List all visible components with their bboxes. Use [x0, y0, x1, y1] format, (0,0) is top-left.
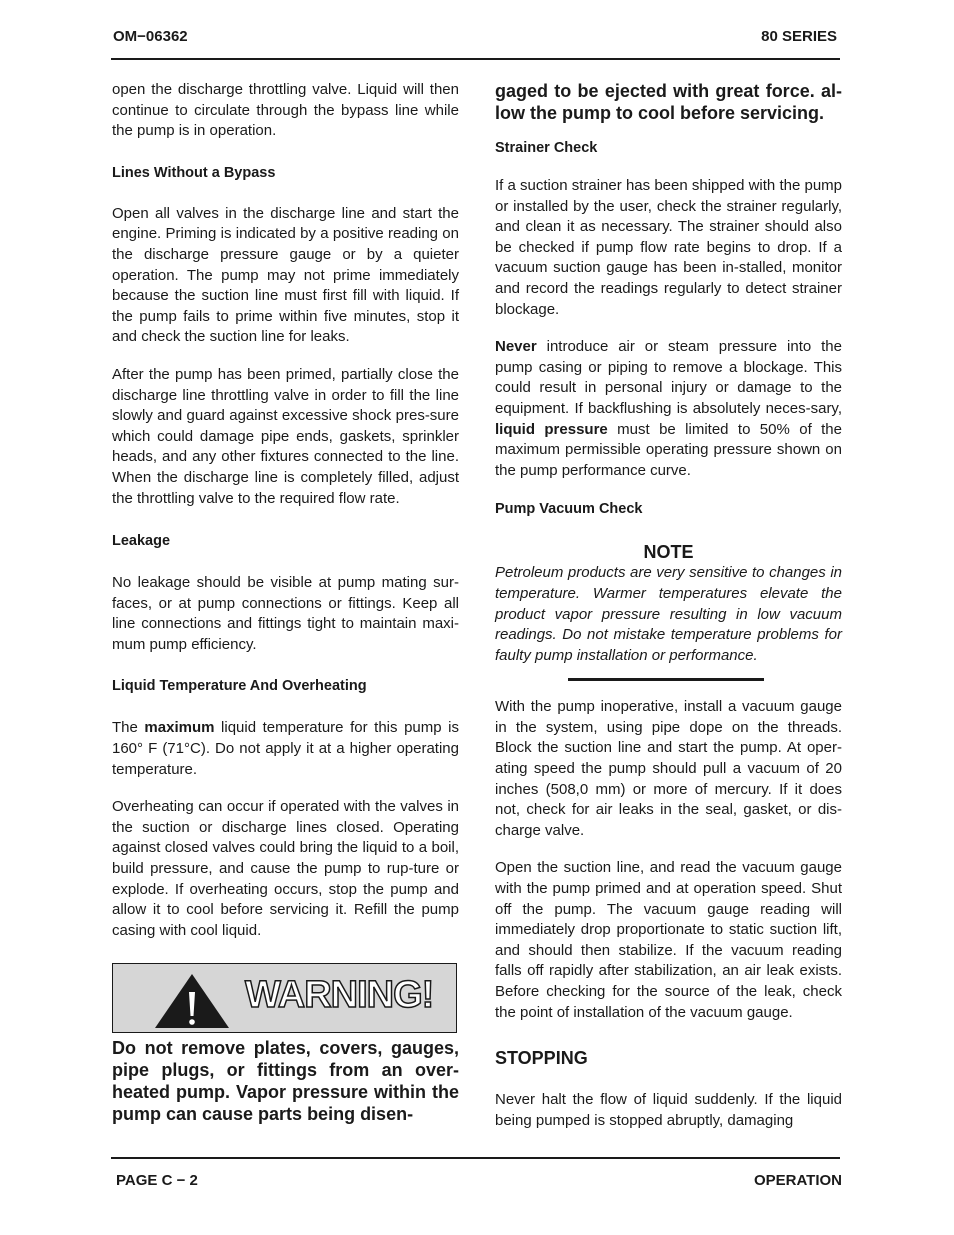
header-rule [111, 58, 840, 60]
paragraph: Overheating can occur if operated with the valves in the suction or discharge lines closed. Operating against closed valves could bring the liquid to a boil, build pressure, and cause the pump to rup-ture or explode. If overheating occurs, stop the pump and allow it to cool before servicing it. Refill the pump casing with cool liquid. [112, 798, 459, 939]
section-heading-liquid-temperature: Liquid Temperature And Overheating [112, 678, 367, 695]
note-title: NOTE [643, 542, 694, 563]
paragraph: Never halt the flow of liquid suddenly. If the liquid being pumped is stopped abruptly, damaging [495, 1091, 842, 1129]
document-id: OM−06362 [113, 28, 188, 45]
left-column [112, 80, 459, 1125]
section-heading-leakage: Leakage [112, 533, 171, 550]
warning-triangle-icon [153, 972, 231, 1030]
section-heading-strainer-check: Strainer Check [495, 140, 598, 156]
paragraph: Never introduce air or steam pressure into the pump casing or piping to remove a blockage. This could result in personal injury or damage to the equipment. If backflushing is absolutely neces-sary, liquid pressure must be limited to 50% of the maximum permissible operating pressure shown on the pump performance curve. [495, 338, 842, 479]
section-heading-stopping: STOPPING [495, 1048, 588, 1069]
paragraph: If a suction strainer has been shipped with the pump or installed by the user, check the strainer regularly, and clean it as necessary. The strainer should also be checked if pump flow rate begins to drop. If a vacuum suction gauge has been in-stalled, monitor and record the readings regularly to detect strainer blockage. [495, 177, 842, 318]
warning-text-continued: gaged to be ejected with great force. al-low the pump to cool before servicing. [495, 81, 842, 123]
paragraph: With the pump inoperative, install a vacuum gauge in the system, using pipe dope on the threads. Block the suction line and start the pump. At oper-ating speed the pump should pull a vacuum of 20 inches (508,0 mm) or more of mercury. If it does not, check for air leaks in the seal, gasket, or dis-charge valve. [495, 698, 842, 839]
paragraph: Open all valves in the discharge line and start the engine. Priming is indicated by a positive reading on the discharge pressure gauge or by a quieter operation. The pump may not prime immediately because the suction line must first fill with liquid. If the pump fails to prime within five minutes, stop it and check the suction line for leaks. [112, 204, 459, 346]
paragraph: The maximum liquid temperature for this pump is 160° F (71°C). Do not apply it at a higher operating temperature. [112, 719, 459, 778]
warning-title: WARNING! [245, 974, 434, 1017]
page-number: PAGE C − 2 [116, 1172, 198, 1189]
section-label: OPERATION [753, 1172, 842, 1189]
paragraph: open the discharge throttling valve. Liquid will then continue to circulate through the bypass line while the pump is in operation. [112, 81, 459, 140]
right-column [495, 80, 842, 1131]
paragraph: No leakage should be visible at pump mating sur-faces, or at pump connections or fittings. Keep all line connections and fittings tight to maintain maxi-mum pump efficiency. [112, 574, 459, 653]
warning-text: Do not remove plates, covers, gauges, pipe plugs, or fittings from an over-heated pump. Vapor pressure within the pump can cause parts being disen- [112, 1038, 459, 1125]
warning-banner [112, 963, 457, 1033]
note-text: Petroleum products are very sensitive to changes in temperature. Warmer temperatures elevate the product vapor pressure resulting in low vacuum readings. Do not mistake temperature problems for faulty pump installation or performance. [495, 564, 842, 664]
paragraph: After the pump has been primed, partially close the discharge line throttling valve in order to fill the line slowly and guard against excessive shock pres-sure which could damage pipe ends, gaskets, sprinkler heads, and any other fixtures connected to the line. When the discharge line is completely filled, adjust the throttling valve to the required flow rate. [112, 365, 459, 507]
paragraph: Open the suction line, and read the vacuum gauge with the pump primed and at operation speed. Shut off the pump. The vacuum gauge reading will immediately drop proportionate to static suction lift, and should then stabilize. If the vacuum reading falls off rapidly after stabilization, an air leak exists. Before checking for the source of the leak, check the point of installation of the vacuum gauge. [495, 859, 842, 1021]
series-label: 80 SERIES [761, 28, 837, 45]
footer-rule [111, 1157, 840, 1159]
section-heading-lines-without-bypass: Lines Without a Bypass [112, 164, 276, 181]
section-heading-pump-vacuum-check: Pump Vacuum Check [495, 501, 643, 518]
note-rule [568, 678, 764, 681]
